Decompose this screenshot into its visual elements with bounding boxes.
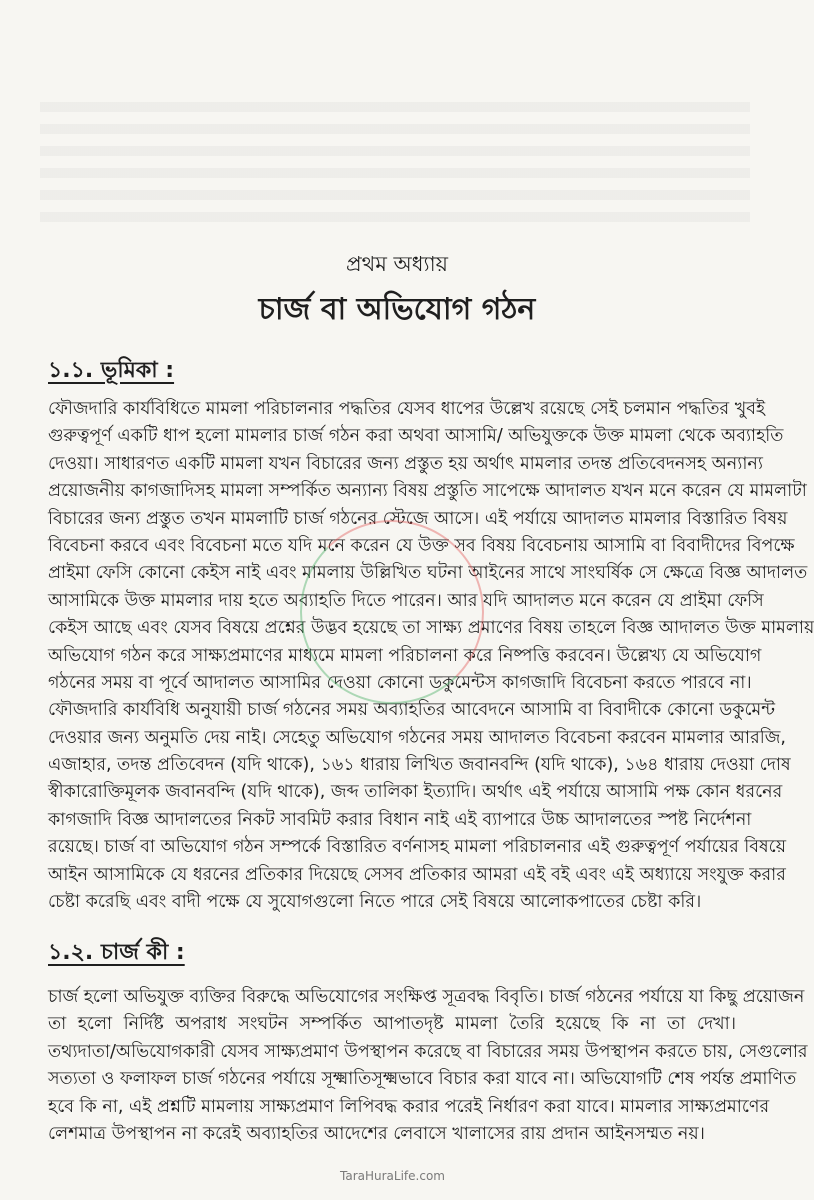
text-line: বিচারের জন্য প্রস্তুত তখন মামলাটি চার্জ গঠনের স্টেজে আসে। এই পর্যায়ে আদালত মামলার বিস্তারিত বিষয় <box>48 508 788 529</box>
text-line: গুরুত্বপূর্ণ একটি ধাপ হলো মামলার চার্জ গঠন করা অথবা আসামি/ অভিযুক্তকে উক্ত মামলা থেকে অব্যাহতি <box>48 426 784 447</box>
text-line: দেওয়া। সাধারণত একটি মামলা যখন বিচারের জন্য প্রস্তুত হয় অর্থাৎ মামলার তদন্ত প্রতিবেদনসহ অন্যান্য <box>48 453 763 474</box>
chapter-label: প্রথম অধ্যায় <box>345 252 449 276</box>
watermark-logo <box>300 520 484 704</box>
text-line: অভিযোগ গঠন করে সাক্ষ্যপ্রমাণের মাধ্যমে মামলা পরিচালনা করে নিষ্পত্তি করবেন। উল্লেখ্য যে অভিযোগ <box>48 645 762 666</box>
section-heading-what-is-charge: ১.২. চার্জ কী : <box>48 940 185 965</box>
section-heading-introduction: ১.১. ভূমিকা : <box>48 358 175 383</box>
text-line: বিবেচনা করবে এবং বিবেচনা মতে যদি মনে করেন যে উক্ত সব বিষয় বিবেচনায় আসামি বা বিবাদীদের বিপক্ষে <box>48 535 795 556</box>
text-line: এজাহার, তদন্ত প্রতিবেদন (যদি থাকে), ১৬১ ধারায় লিখিত জবানবন্দি (যদি থাকে), ১৬৪ ধারায় দেওয়া দোষ <box>48 755 791 776</box>
text-line: লেশমাত্র উপস্থাপন না করেই অব্যাহতির আদেশের লেবাসে খালাসের রায় প্রদান আইনসম্মত নয়। <box>48 1123 705 1144</box>
text-line: আসামিকে উক্ত মামলার দায় হতে অব্যাহতি দিতে পারেন। আর যদি আদালত মনে করেন যে প্রাইমা ফেসি <box>48 590 764 611</box>
bleed-through-text <box>40 90 750 230</box>
text-line: হবে কি না, এই প্রশ্নটি মামলায় সাক্ষ্যপ্রমাণ লিপিবদ্ধ করার পরেই নির্ধারণ করা যাবে। মামলার সাক্ষ্যপ্রমাণের <box>48 1096 770 1117</box>
text-line: গঠনের সময় বা পূর্বে আদালত আসামির দেওয়া কোনো ডকুমেন্টস কাগজাদি বিবেচনা করতে পারবে না। <box>48 672 752 693</box>
chapter-title: চার্জ বা অভিযোগ গঠন <box>258 292 536 327</box>
text-line: তা হলো নির্দিষ্ট অপরাধ সংঘটন সম্পর্কিত আপাতদৃষ্ট মামলা তৈরি হয়েছে কি না তা দেখা। <box>48 1014 736 1035</box>
text-line: তথ্যদাতা/অভিযোগকারী যেসব সাক্ষ্যপ্রমাণ উপস্থাপন করেছে বা বিচারের সময় উপস্থাপন করতে চায়, সেগুলোর <box>48 1041 808 1062</box>
text-line: দেওয়ার জন্য অনুমতি দেয় নাই। সেহেতু অভিযোগ গঠনের সময় আদালত বিবেচনা করবেন মামলার আরজি, <box>48 727 786 748</box>
text-line: আইন আসামিকে যে ধরনের প্রতিকার দিয়েছে সেসব প্রতিকার আমরা এই বই এবং এই অধ্যায়ে সংযুক্ত করার <box>48 864 786 885</box>
text-line: কাগজাদি বিজ্ঞ আদালতের নিকট সাবমিট করার বিধান নাই এই ব্যাপারে উচ্চ আদালতের স্পষ্ট নির্দেশনা <box>48 809 752 830</box>
text-line: স্বীকারোক্তিমূলক জবানবন্দি (যদি থাকে), জব্দ তালিকা ইত্যাদি। অর্থাৎ এই পর্যায়ে আসামি পক্ষ কোন ধরনের <box>48 782 783 803</box>
paragraph-what-is-charge <box>48 984 808 1148</box>
text-line: প্রয়োজনীয় কাগজাদিসহ মামলা সম্পর্কিত অন্যান্য বিষয় প্রস্তুতি সাপেক্ষে আদালত যখন মনে করেন যে মামলাটা <box>48 481 807 502</box>
text-line: ফৌজদারি কার্যবিধিতে মামলা পরিচালনার পদ্ধতির যেসব ধাপের উল্লেখ রয়েছে সেই চলমান পদ্ধতির খুবই <box>48 399 766 419</box>
text-line: চেষ্টা করেছি এবং বাদী পক্ষে যে সুযোগগুলো নিতে পারে সেই বিষয়ে আলোকপাতের চেষ্টা করি। <box>48 892 702 913</box>
text-line: ফৌজদারি কার্যবিধি অনুযায়ী চার্জ গঠনের সময় অব্যাহতির আবেদনে আসামি বা বিবাদীকে কোনো ডকুমেন্ট <box>48 700 776 721</box>
watermark-text: TaraHuraLife.com <box>340 1169 445 1183</box>
text-line: রয়েছে। চার্জ বা অভিযোগ গঠন সম্পর্কে বিস্তারিত বর্ণনাসহ মামলা পরিচালনার এই গুরুত্বপূর্ণ পর্যায়ের বিষয়ে <box>48 837 787 858</box>
text-line: সত্যতা ও ফলাফল চার্জ গঠনের পর্যায়ে সূক্ষ্মাতিসূক্ষ্মভাবে বিচার করা যাবে না। অভিযোগটি শেষ পর্যন্ত প্রমাণিত <box>48 1069 797 1090</box>
text-line: প্রাইমা ফেসি কোনো কেইস নাই এবং মামলায় উল্লিখিত ঘটনা আইনের সাথে সাংঘর্ষিক সে ক্ষেত্রে বিজ্ঞ আদালত <box>48 563 808 584</box>
text-line: কেইস আছে এবং যেসব বিষয়ে প্রশ্নের উদ্ভব হয়েছে তা সাক্ষ্য প্রমাণের বিষয় তাহলে বিজ্ঞ আদালত উক্ত মামলায় <box>48 618 814 639</box>
text-line: চার্জ হলো অভিযুক্ত ব্যক্তির বিরুদ্ধে অভিযোগের সংক্ষিপ্ত সূত্রবদ্ধ বিবৃতি। চার্জ গঠনের পর্যায়ে যা কিছু প্রয়োজন <box>48 987 805 1007</box>
